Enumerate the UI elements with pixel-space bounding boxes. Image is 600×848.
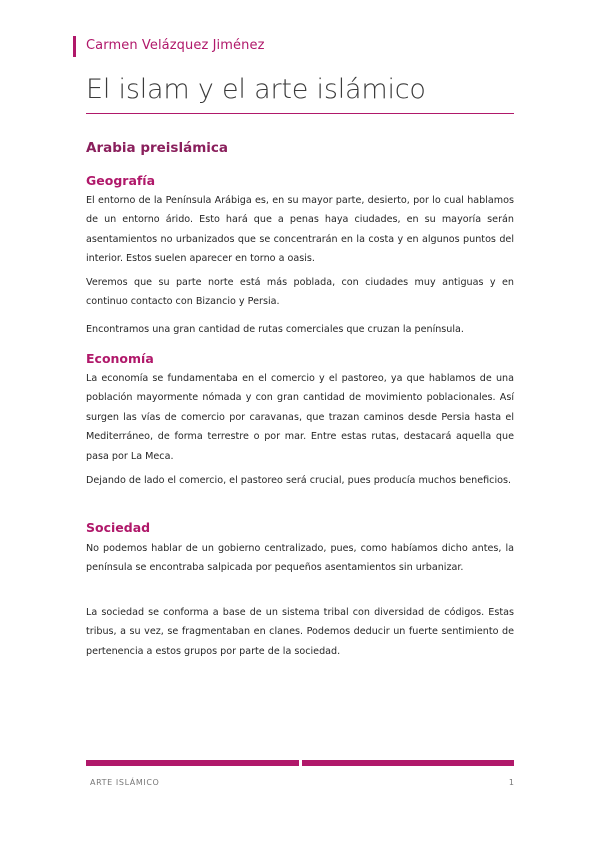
paragraph: No podemos hablar de un gobierno centralizado, pues, como habíamos dicho antes, la península se encontraba salpicada por pequeños asentamientos sin urbanizar. [86, 543, 514, 574]
paragraph: Encontramos una gran cantidad de rutas comerciales que cruzan la península. [86, 324, 464, 335]
author-accent-bar [73, 36, 76, 57]
footer-title: ARTE ISLÁMICO [90, 778, 160, 787]
title-underline [86, 113, 514, 114]
subsection-heading-economia: Economía [86, 351, 154, 366]
page-number: 1 [508, 778, 514, 787]
subsection-heading-geografia: Geografía [86, 173, 156, 188]
paragraph: La economía se fundamentaba en el comercio y el pastoreo, ya que hablamos de una población mayormente nómada y con gran cantidad de movimiento poblacionales. Así surgen las vías de comercio por caravanas, que trazan caminos desde Persia hasta el Mediterráneo, de forma terrestre o por mar. Entre estas rutas, destacará aquella que pasa por La Meca. [86, 373, 514, 462]
paragraph: Veremos que su parte norte está más poblada, con ciudades muy antiguas y en continuo contacto con Bizancio y Persia. [86, 277, 514, 308]
subsection-heading-sociedad: Sociedad [86, 520, 151, 535]
paragraph: Dejando de lado el comercio, el pastoreo será crucial, pues producía muchos beneficios. [86, 475, 512, 486]
footer-bar-divider [299, 760, 302, 766]
document-title: El islam y el arte islámico [86, 74, 426, 105]
paragraph: La sociedad se conforma a base de un sistema tribal con diversidad de códigos. Estas tribus, a su vez, se fragmentaban en clanes. Podemos deducir un fuerte sentimiento de pertenencia a estos grupos por parte de la sociedad. [86, 607, 514, 657]
section-title: Arabia preislámica [86, 140, 229, 156]
author-name: Carmen Velázquez Jiménez [86, 38, 265, 53]
paragraph: El entorno de la Península Arábiga es, en su mayor parte, desierto, por lo cual hablamos de un entorno árido. Esto hará que a penas haya ciudades, en su mayoría serán asentamientos no urbanizados que se concentrarán en la costa y en algunos puntos del interior. Estos suelen aparecer en torno a oasis. [86, 195, 514, 265]
